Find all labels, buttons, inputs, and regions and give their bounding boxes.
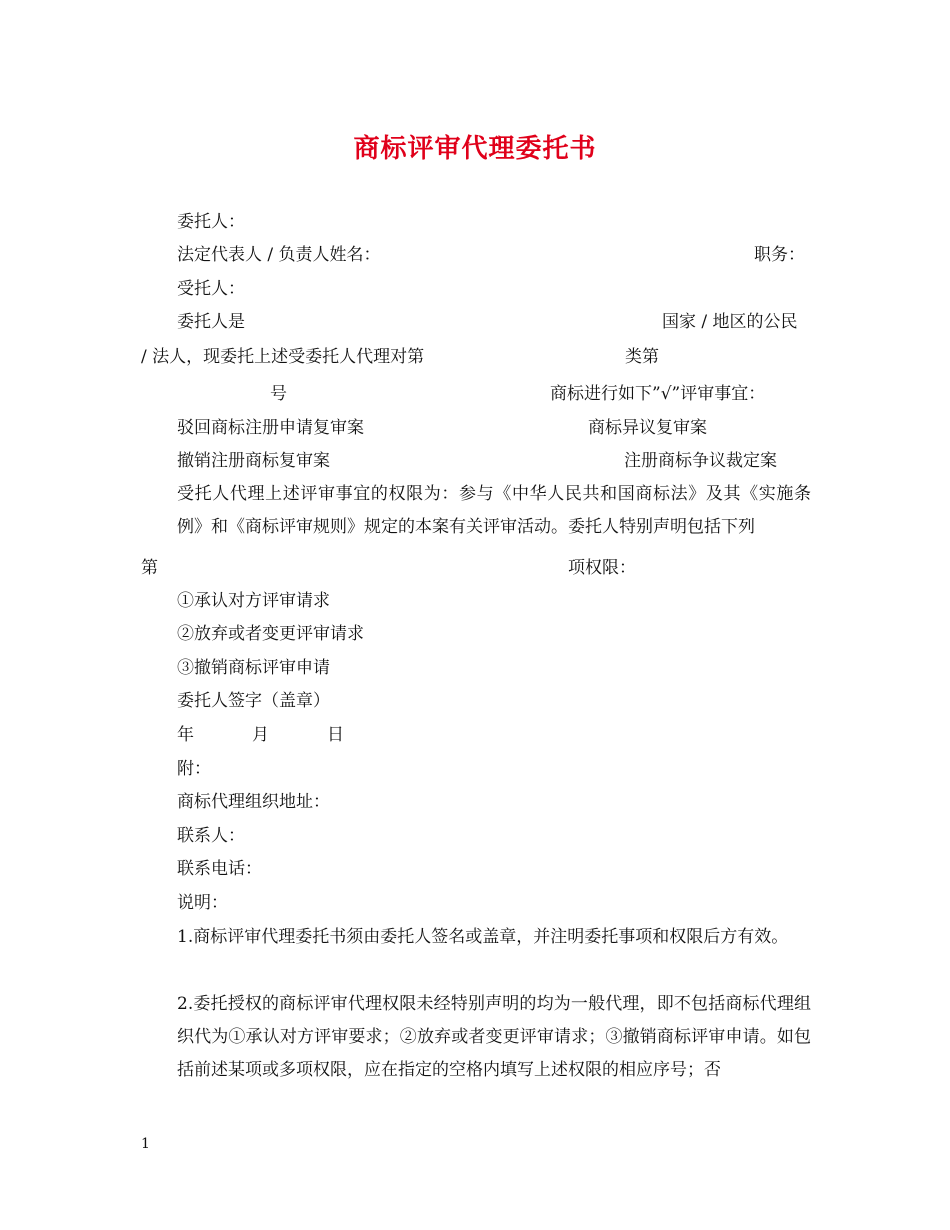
appendix-label: 附： <box>177 759 211 779</box>
authority-tail-right: 项权限： <box>568 558 636 578</box>
authority-text: 受托人代理上述评审事宜的权限为：参与《中华人民共和国商标法》及其《实施条例》和《商标评审规则》规定的本案有关评审活动。委托人特别声明包括下列 <box>177 484 811 537</box>
phone-label: 联系电话： <box>177 859 262 879</box>
date-year: 年 <box>177 725 194 745</box>
agency-address-label: 商标代理组织地址： <box>177 792 330 812</box>
option-1: ①承认对方评审请求 <box>177 591 330 611</box>
matter-rejection-review: 驳回商标注册申请复审案 <box>177 418 364 438</box>
matter-opposition-review: 商标异议复审案 <box>588 418 707 438</box>
client-is-label: 委托人是 <box>177 312 245 332</box>
date-month: 月 <box>252 725 269 745</box>
proceed-label: 商标进行如下”√”评审事宜： <box>550 384 766 404</box>
matter-dispute-ruling: 注册商标争议裁定案 <box>624 451 777 471</box>
signature-label: 委托人签字（盖章） <box>177 691 330 711</box>
note-1 <box>141 921 811 954</box>
note-2-text: 2.委托授权的商标评审代理权限未经特别声明的均为一般代理，即不包括商标代理组织代为①承认对方评审要求；②放弃或者变更评审请求；③撤销商标评审申请。如包括前述某项或多项权限，应在指定的空格内填写上述权限的相应序号；否 <box>177 994 811 1080</box>
agent-label: 受托人： <box>177 279 245 299</box>
class-number-label: 类第 <box>625 347 659 367</box>
option-3: ③撤销商标评审申请 <box>177 658 330 678</box>
option-2: ②放弃或者变更评审请求 <box>177 624 364 644</box>
date-day: 日 <box>327 725 344 745</box>
note-2 <box>141 988 811 1087</box>
number-label: 号 <box>270 384 287 404</box>
position-label: 职务： <box>754 245 805 265</box>
note-1-text: 1.商标评审代理委托书须由委托人签名或盖章，并注明委托事项和权限后方有效。 <box>177 927 789 947</box>
document-title: 商标评审代理委托书 <box>353 134 597 164</box>
authority-tail-left: 第 <box>141 558 158 578</box>
country-citizen-label: 国家 / 地区的公民 <box>662 312 798 332</box>
authority-paragraph <box>141 478 811 544</box>
matter-cancellation-review: 撤销注册商标复审案 <box>177 451 330 471</box>
legal-rep-label: 法定代表人 / 负责人姓名： <box>177 245 381 265</box>
client-label: 委托人： <box>177 212 245 232</box>
entrust-line: / 法人，现委托上述受委托人代理对第 <box>141 347 425 367</box>
contact-label: 联系人： <box>177 826 245 846</box>
page-number: 1 <box>141 1136 150 1152</box>
notes-heading: 说明： <box>177 893 228 913</box>
